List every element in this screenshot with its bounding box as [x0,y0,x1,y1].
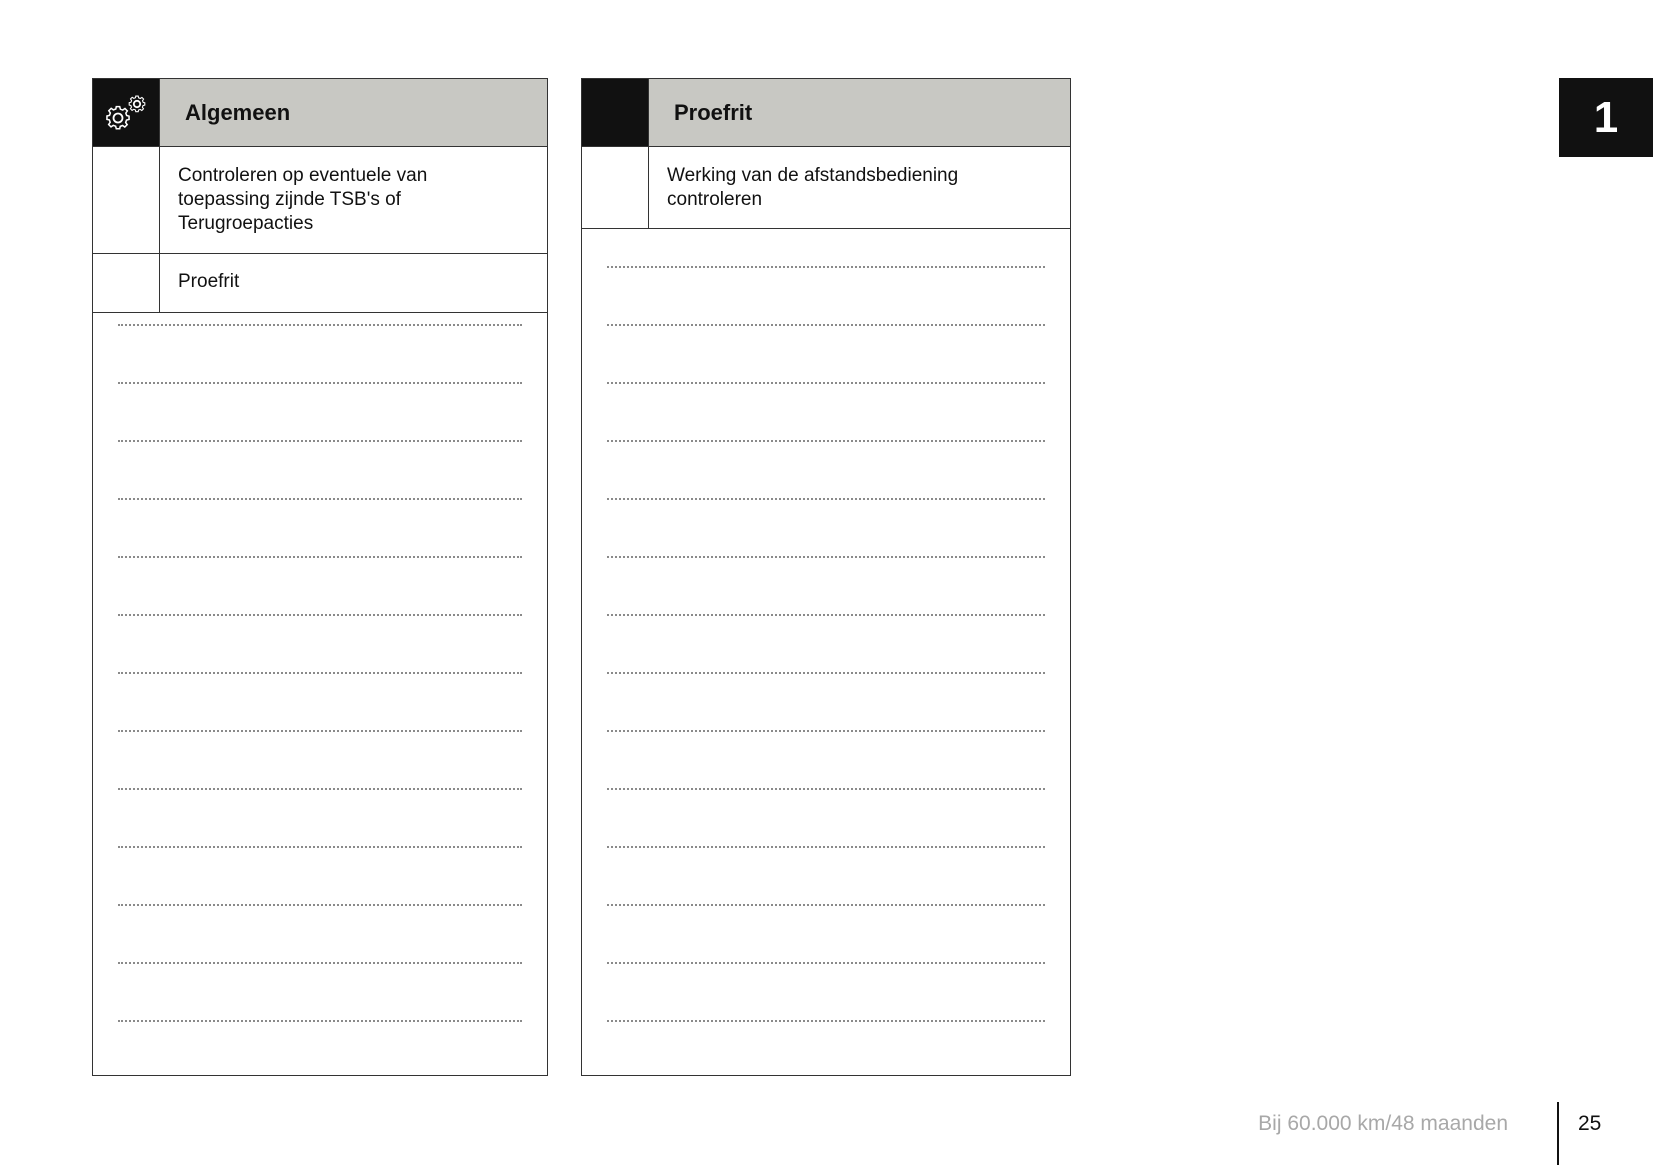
header-icon-box [582,79,649,146]
note-line [607,266,1045,268]
note-line [118,556,522,558]
note-line [118,614,522,616]
note-line [118,846,522,848]
note-line [607,730,1045,732]
checklist-item-text: Proefrit [178,271,240,292]
checklist-panel-general [92,78,548,1076]
checkbox-cell[interactable] [93,147,160,253]
checklist-row [93,147,547,254]
note-line [607,556,1045,558]
footer-text: Bij 60.000 km/48 maanden [1258,1112,1508,1135]
note-line [607,846,1045,848]
note-line [118,904,522,906]
panel-title: Proefrit [649,79,1070,146]
checklist-row [93,254,547,313]
panel-title: Algemeen [160,79,547,146]
note-line [607,614,1045,616]
checklist-panel-test-drive [581,78,1071,1076]
panel-header [93,79,547,147]
checkbox-cell[interactable] [93,254,160,312]
note-line [118,498,522,500]
note-line [607,382,1045,384]
note-line [118,672,522,674]
checklist-row [582,147,1070,229]
note-line [118,1020,522,1022]
note-line [607,962,1045,964]
note-line [607,788,1045,790]
note-line [607,1020,1045,1022]
gears-icon [93,79,160,146]
note-line [607,904,1045,906]
checklist-item-text: Controleren op eventuele van toepassing zijnde TSB's of Terugroepacties [178,165,428,234]
chapter-tab: 1 [1559,78,1653,157]
checkbox-cell[interactable] [582,147,649,228]
note-line [118,730,522,732]
note-line [118,962,522,964]
note-line [607,672,1045,674]
note-line [607,440,1045,442]
checklist-item-text: Werking van de afstandsbediening controleren [667,165,959,210]
page-number: 25 [1578,1112,1602,1135]
note-line [118,324,522,326]
note-line [118,788,522,790]
panel-header [582,79,1070,147]
footer-divider [1557,1102,1559,1165]
note-line [607,324,1045,326]
note-line [118,440,522,442]
note-line [118,382,522,384]
note-line [607,498,1045,500]
